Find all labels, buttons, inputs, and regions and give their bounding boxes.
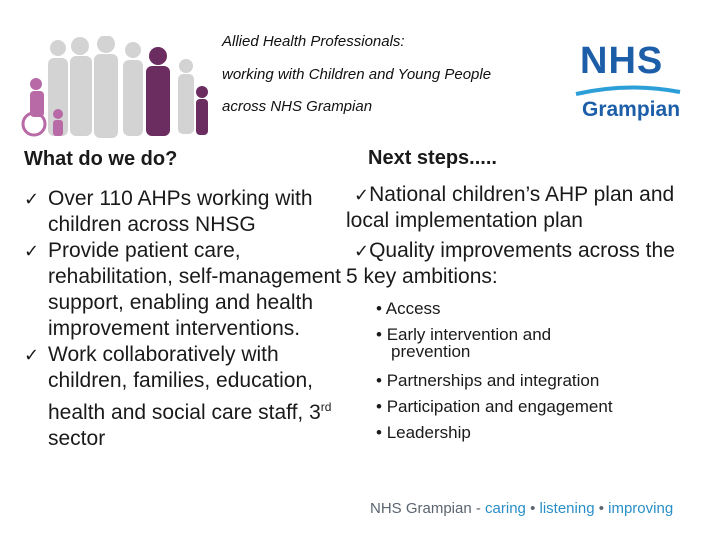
footer-org: NHS Grampian — [370, 500, 472, 517]
nhs-grampian-logo — [574, 40, 682, 124]
list-item: ✓ Provide patient care, rehabilitation, self-management support, enabling and health improvement interventions. — [24, 239, 341, 340]
footer-strapline: NHS Grampian - caring • listening • improving — [370, 500, 674, 517]
list-item: ✓ Work collaboratively with children, families, education, health and social care staff, 3rd sector — [24, 343, 332, 450]
checkmark-icon: ✓ — [354, 241, 370, 261]
ambition-item: • Early intervention and — [376, 325, 552, 344]
ambition-item: • Access — [376, 299, 441, 318]
right-heading: Next steps..... — [368, 147, 497, 169]
checkmark-icon: ✓ — [24, 345, 40, 365]
next-step-1: ✓National children’s AHP plan and local implementation plan — [346, 183, 675, 232]
checkmark-icon: ✓ — [24, 241, 40, 261]
header-title-line-1: Allied Health Professionals: — [222, 33, 405, 50]
next-step-2: ✓Quality improvements across the 5 key ambitions: — [346, 239, 675, 288]
ambition-item: • Partnerships and integration — [376, 371, 600, 390]
nhs-logo-region: Grampian — [582, 98, 681, 121]
what-we-do-list — [24, 186, 344, 452]
ambition-item: • Participation and engagement — [376, 397, 613, 416]
footer-word: improving — [608, 500, 674, 517]
ambition-item: • Leadership — [376, 423, 471, 442]
nhs-logo-text: NHS — [580, 40, 664, 82]
header-title-line-2: working with Children and Young People — [222, 66, 492, 83]
header-title-line-3: across NHS Grampian — [222, 98, 373, 115]
next-steps-block — [346, 182, 686, 294]
footer-word: caring — [485, 500, 526, 517]
list-item: ✓ Over 110 AHPs working with children across NHSG — [24, 187, 313, 236]
left-heading: What do we do? — [24, 148, 178, 170]
checkmark-icon: ✓ — [354, 185, 370, 205]
checkmark-icon: ✓ — [24, 189, 40, 209]
ambitions-list — [376, 296, 613, 446]
footer-word: listening — [539, 500, 595, 517]
people-silhouettes-icon — [18, 36, 214, 140]
ambition-item-continued: prevention — [391, 342, 471, 361]
